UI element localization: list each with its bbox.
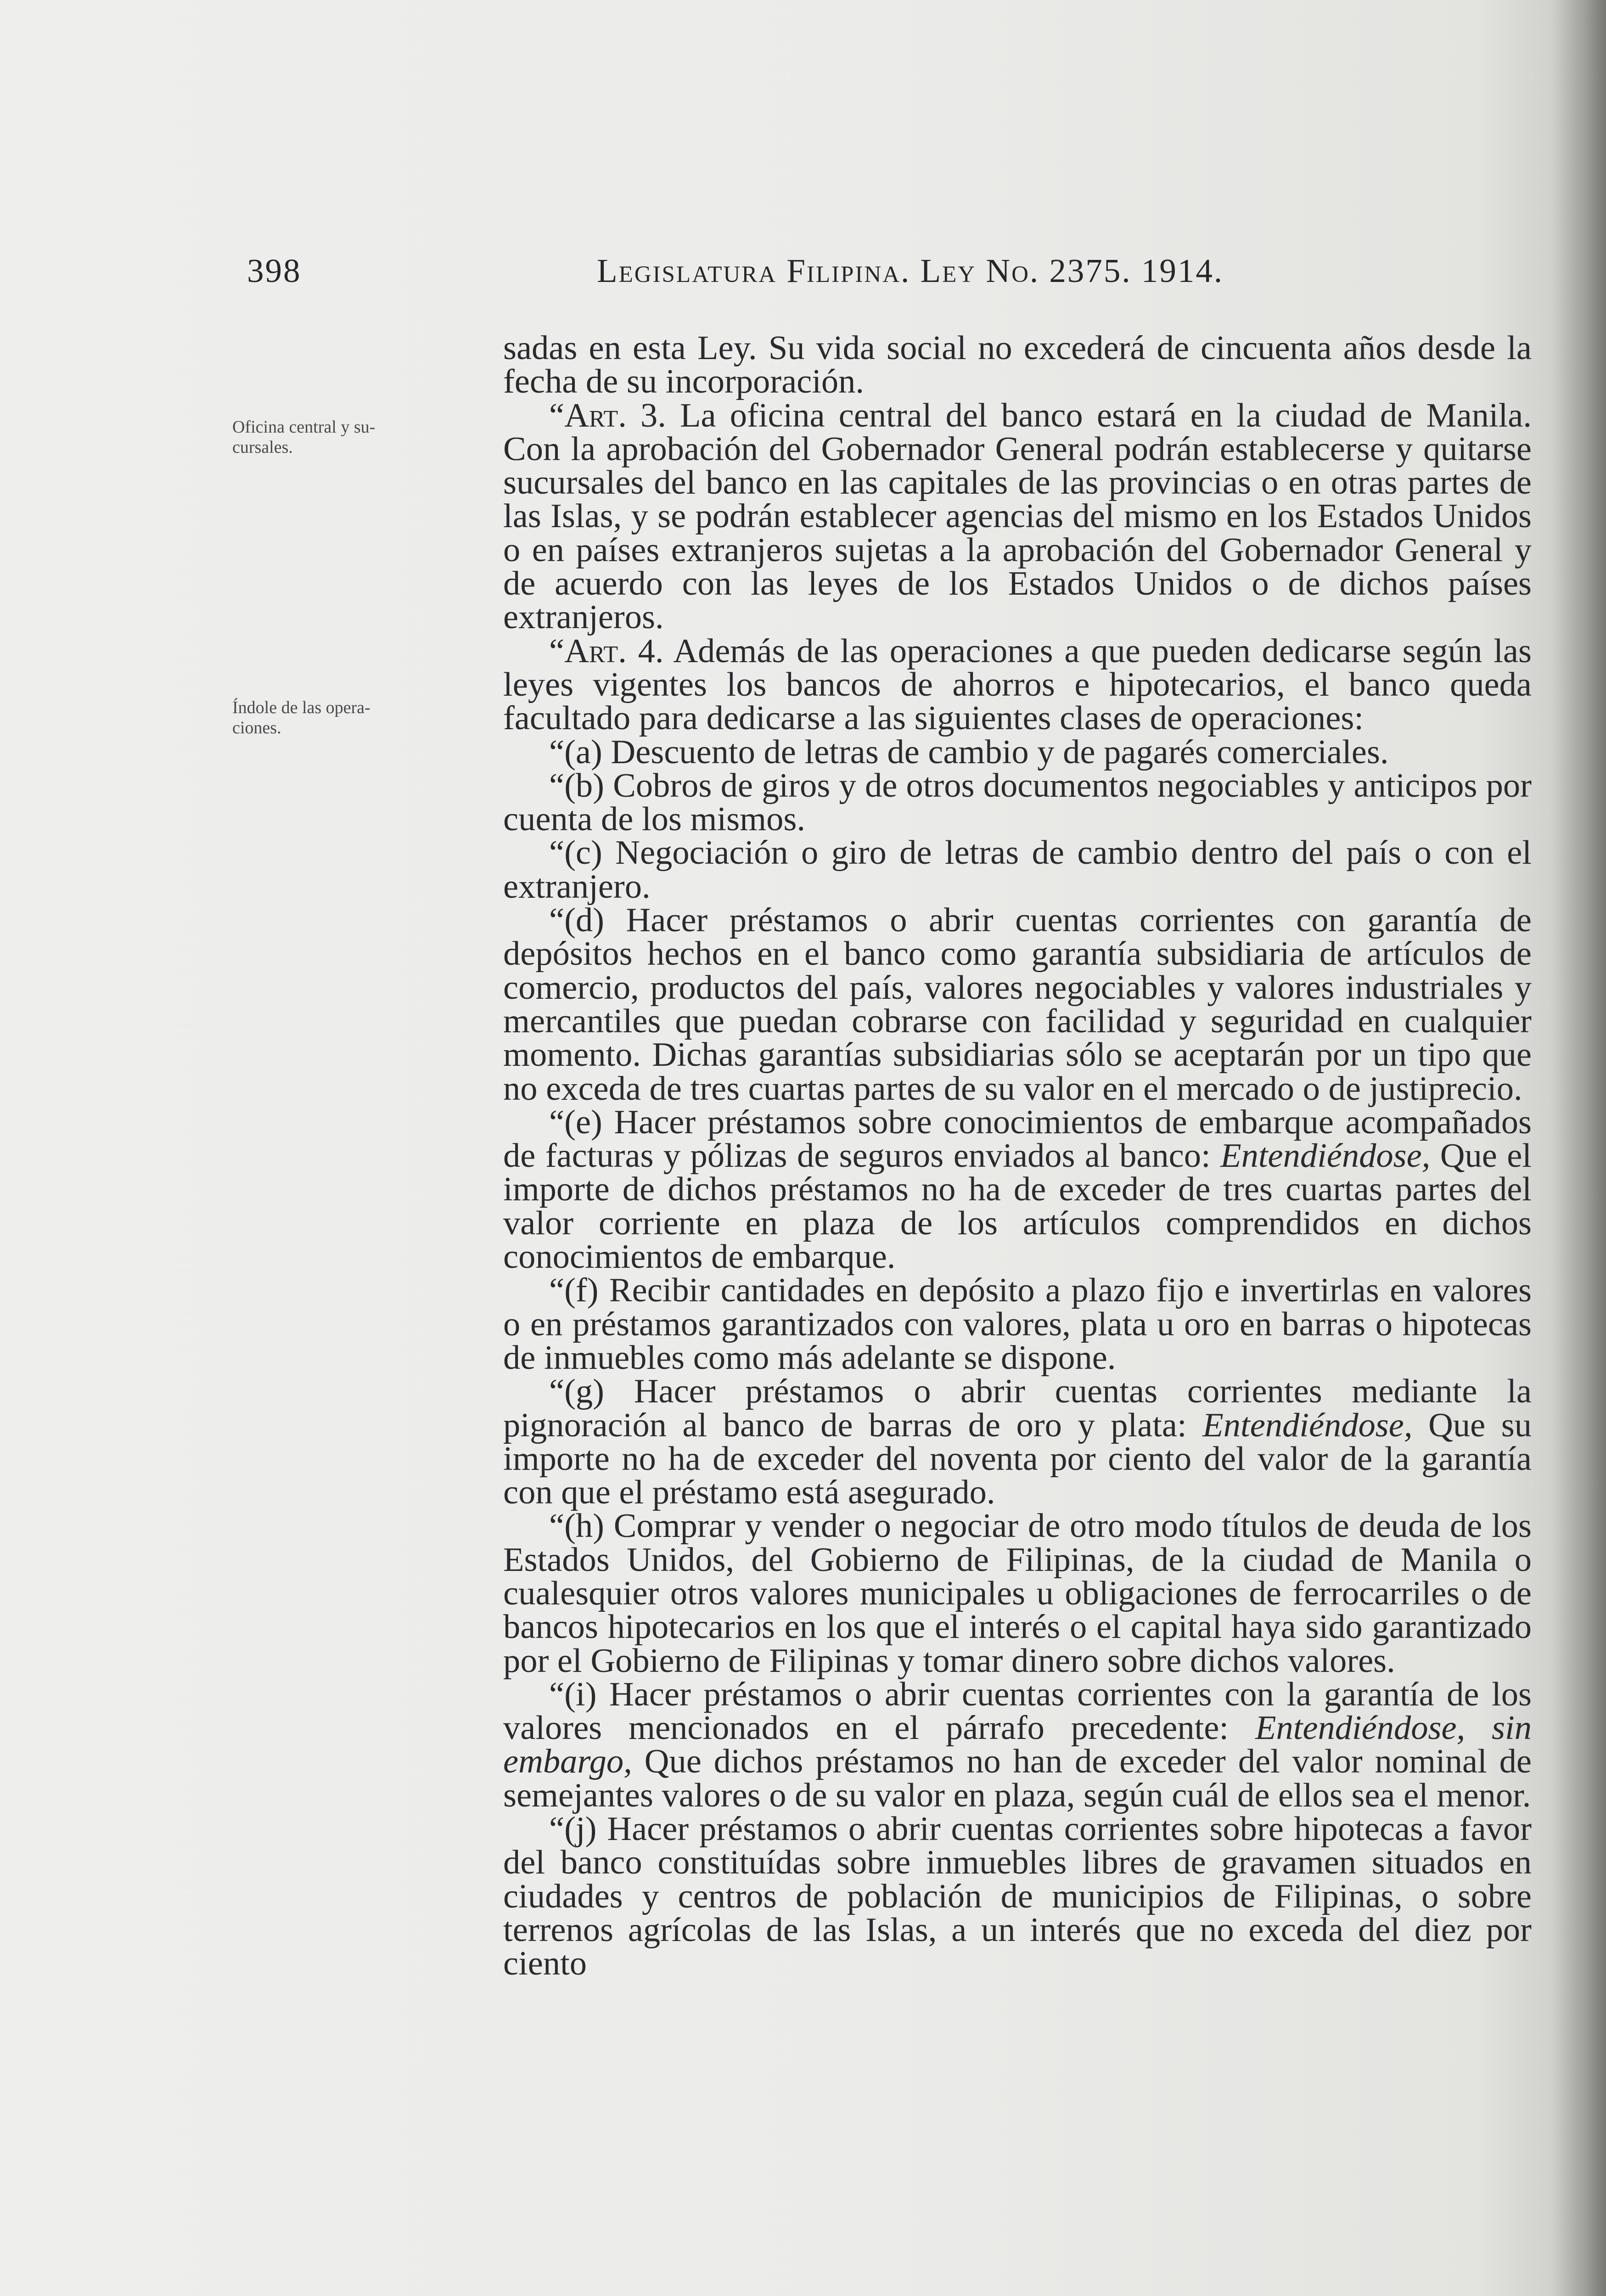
paragraph-item-a: “(a) Descuento de letras de cambio y de pagarés comerciales. xyxy=(549,733,1389,771)
margin-note-oficina-central xyxy=(232,417,480,457)
body-text xyxy=(503,329,1532,1983)
paragraph-item-g: “(g) Hacer préstamos o abrir cuentas corrientes mediante la pignoración al banco de barras de oro y plata: Entendiéndose, Que su importe no ha de exceder del noventa por ciento del valor de la garantía con que el préstamo está asegurado. xyxy=(503,1373,1532,1512)
page-number: 398 xyxy=(247,252,302,289)
margin-note-line: ciones. xyxy=(232,718,281,737)
page-edge-shadow xyxy=(1551,0,1606,2296)
paragraph-item-f: “(f) Recibir cantidades en depósito a plazo fijo e invertirlas en valores o en préstamos garantizados con valores, plata u oro en barras o hipotecas de inmuebles como más adelante se dispone. xyxy=(503,1272,1532,1377)
margin-note-indole-operaciones xyxy=(232,698,480,738)
paragraph-continuation: sadas en esta Ley. Su vida social no excederá de cincuenta años desde la fecha de su incorporación. xyxy=(503,329,1532,401)
paragraph-art-3: “Art. 3. La oficina central del banco estará en la ciudad de Manila. Con la aprobación del Gobernador General podrán establecerse y quitarse sucursales del banco en las capitales de las provincias o en otras partes de las Islas, y se podrán establecer agencias del mismo en los Estados Unidos o en países extranjeros sujetas a la aprobación del Gobernador General y de acuerdo con las leyes de los Estados Unidos o de dichos países extranjeros. xyxy=(503,396,1532,636)
italic-proviso: Entendiéndose, sin embargo, xyxy=(503,1709,1532,1781)
paragraph-art-4: “Art. 4. Además de las operaciones a que pueden dedicarse según las leyes vigentes los bancos de ahorros e hipotecarios, el banco queda facultado para dedicarse a las siguientes clases de operaciones: xyxy=(503,632,1532,737)
margin-note-line: Índole de las opera- xyxy=(232,698,371,717)
paragraph-item-j: “(j) Hacer préstamos o abrir cuentas corrientes sobre hipotecas a favor del banco constituídas sobre inmuebles libres de gravamen situados en ciudades y centros de población de municipios de Filipinas, o sobre terrenos agrícolas de las Islas, a un interés que no exceda del diez por ciento xyxy=(503,1810,1532,1983)
paragraph-item-i: “(i) Hacer préstamos o abrir cuentas corrientes con la garantía de los valores mencionados en el párrafo precedente: Entendiéndose, sin embargo, Que dichos préstamos no han de exceder del valor nominal de semejantes valores o de su valor en plaza, según cuál de ellos sea el menor. xyxy=(503,1675,1532,1814)
margin-note-line: cursales. xyxy=(232,438,293,457)
margin-note-line: Oficina central y su- xyxy=(232,417,376,437)
italic-proviso: Entendiéndose, xyxy=(1202,1406,1413,1444)
article-label: “Art. 3. xyxy=(549,396,666,434)
paragraph-item-c: “(c) Negociación o giro de letras de cambio dentro del país o con el extranjero. xyxy=(503,834,1532,906)
italic-proviso: Entendiéndose, xyxy=(1220,1137,1431,1175)
paragraph-item-b: “(b) Cobros de giros y de otros documentos negociables y anticipos por cuenta de los mismos. xyxy=(503,766,1532,838)
paragraph-item-d: “(d) Hacer préstamos o abrir cuentas corrientes con garantía de depósitos hechos en el banco como garantía subsidiaria de artículos de comercio, productos del país, valores negociables y valores industriales y mercantiles que puedan cobrarse con facilidad y seguridad en cualquier momento. Dichas garantías subsidiarias sólo se aceptarán por un tipo que no exceda de tres cuartas partes de su valor en el mercado o de justiprecio. xyxy=(503,901,1532,1108)
paragraph-item-h: “(h) Comprar y vender o negociar de otro modo títulos de deuda de los Estados Unidos, del Gobierno de Filipinas, de la ciudad de Manila o cualesquier otros valores municipales u obligaciones de ferrocarriles o de bancos hipotecarios en los que el interés o el capital haya sido garantizado por el Gobierno de Filipinas y tomar dinero sobre dichos valores. xyxy=(503,1507,1532,1680)
page-header xyxy=(247,252,1487,298)
paragraph-item-e: “(e) Hacer préstamos sobre conocimientos de embarque acompañados de facturas y pólizas de seguros enviados al banco: Entendiéndose, Que el importe de dichos préstamos no ha de exceder de tres cuartas partes del valor corriente en plaza de los artículos comprendidos en dichos conocimientos de embarque. xyxy=(503,1103,1532,1276)
running-title: Legislatura Filipina. Ley No. 2375. 1914. xyxy=(597,252,1224,289)
article-label: “Art. 4. xyxy=(549,632,664,670)
